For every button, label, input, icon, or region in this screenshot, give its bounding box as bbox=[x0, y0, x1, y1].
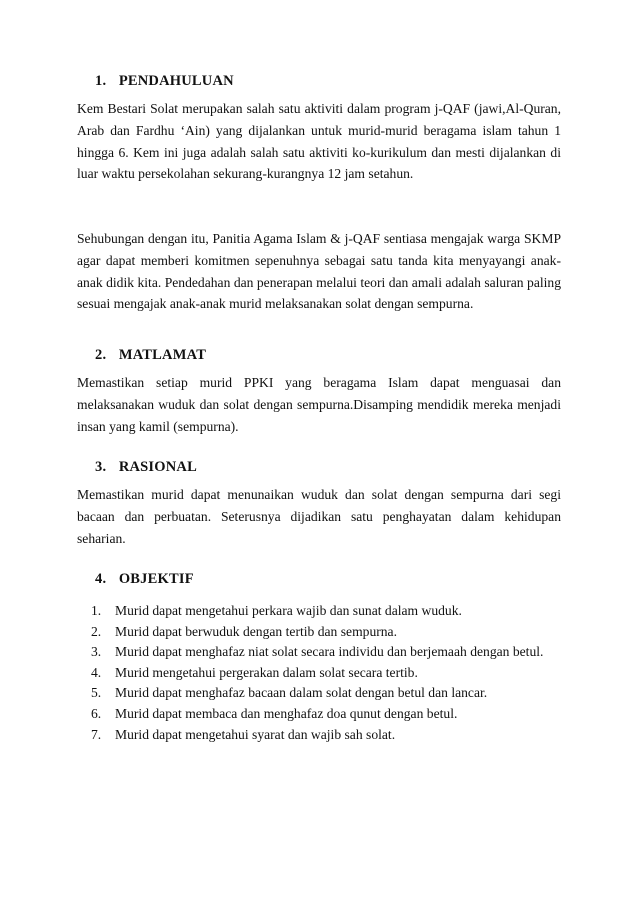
list-item-text: Murid dapat menghafaz bacaan dalam solat dengan betul dan lancar. bbox=[115, 685, 488, 701]
list-item-text: Murid dapat mengetahui perkara wajib dan sunat dalam wuduk. bbox=[115, 603, 462, 618]
list-item-text: Murid dapat mengetahui syarat dan wajib sah solat. bbox=[115, 726, 396, 742]
list-item bbox=[77, 725, 561, 746]
list-item bbox=[77, 622, 561, 643]
list-item-number: 2. bbox=[91, 623, 102, 639]
pendahuluan-paragraph-2: Sehubungan dengan itu, Panitia Agama Islam & j-QAF sentiasa mengajak warga SKMP agar dapat memberi komitmen sepenuhnya sebagai satu tanda kita menyayangi anak-anak didik kita. Pendedahan dan penerapan melalui teori dan amali adalah saluran paling sesuai mengajak anak-anak murid melaksanakan solat dengan sempurna. bbox=[77, 231, 561, 312]
list-item-text: Murid dapat menghafaz niat solat secara individu dan berjemaah dengan betul. bbox=[115, 644, 544, 660]
section-heading-objektif bbox=[95, 571, 194, 588]
section-number: 1. bbox=[95, 73, 107, 89]
matlamat-paragraph: Memastikan setiap murid PPKI yang beragama Islam dapat menguasai dan melaksanakan wuduk dan solat dengan sempurna.Disamping mendidik mereka menjadi insan yang kamil (sempurna). bbox=[77, 375, 561, 434]
list-item bbox=[77, 601, 561, 622]
list-item bbox=[77, 663, 561, 684]
section-heading-pendahuluan bbox=[95, 73, 234, 90]
list-item-text: Murid dapat berwuduk dengan tertib dan sempurna. bbox=[115, 623, 397, 639]
section-title: MATLAMAT bbox=[118, 347, 207, 363]
section-number: 3. bbox=[95, 459, 107, 475]
section-heading-matlamat bbox=[95, 347, 206, 364]
section-title: OBJEKTIF bbox=[118, 571, 194, 587]
list-item bbox=[77, 704, 561, 725]
list-item-number: 1. bbox=[91, 603, 102, 618]
section-number: 4. bbox=[95, 571, 107, 587]
section-heading-rasional bbox=[95, 459, 197, 476]
list-item bbox=[77, 642, 561, 663]
rasional-paragraph: Memastikan murid dapat menunaikan wuduk dan solat dengan sempurna dari segi bacaan dan perbuatan. Seterusnya dijadikan satu penghayatan dalam kehidupan seharian. bbox=[77, 487, 561, 546]
section-number: 2. bbox=[95, 347, 107, 363]
list-item-number: 4. bbox=[91, 664, 102, 680]
pendahuluan-paragraph-1: Kem Bestari Solat merupakan salah satu aktiviti dalam program j-QAF (jawi,Al-Quran, Arab dan Fardhu ‘Ain) yang dijalankan untuk murid-murid beragama islam tahun 1 hingga 6. Kem ini juga adalah salah satu aktiviti ko-kurikulum dan mesti dijalankan di luar waktu persekolahan sekurang-kurangnya 12 jam setahun. bbox=[77, 101, 561, 182]
list-item-number: 5. bbox=[91, 685, 102, 701]
list-item-number: 6. bbox=[91, 705, 102, 721]
list-item-number: 7. bbox=[91, 726, 102, 742]
list-item bbox=[77, 683, 561, 704]
list-item-text: Murid mengetahui pergerakan dalam solat secara tertib. bbox=[115, 664, 418, 680]
section-title: RASIONAL bbox=[118, 459, 197, 475]
list-item-text: Murid dapat membaca dan menghafaz doa qunut dengan betul. bbox=[115, 705, 458, 721]
section-title: PENDAHULUAN bbox=[118, 73, 234, 89]
objektif-list bbox=[77, 601, 561, 745]
list-item-number: 3. bbox=[91, 644, 102, 660]
